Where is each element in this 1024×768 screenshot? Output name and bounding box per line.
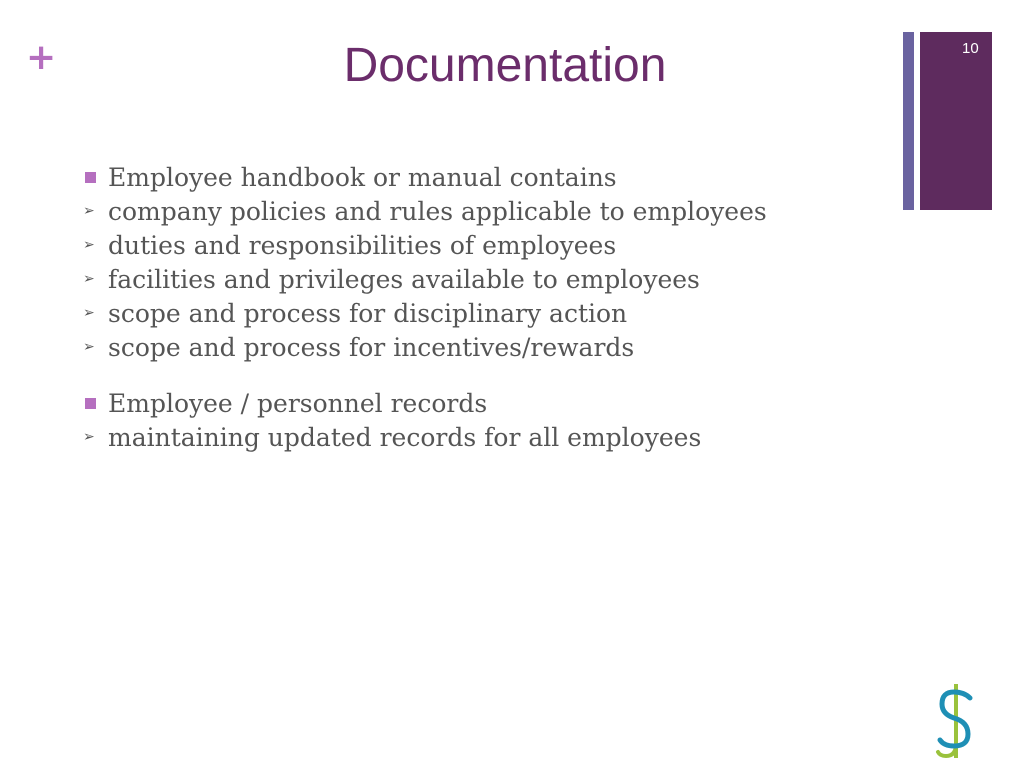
bullet-item-text: scope and process for incentives/rewards	[108, 332, 635, 362]
bullet-heading	[80, 160, 880, 194]
side-bar-thin	[903, 32, 914, 210]
bullet-item	[80, 296, 880, 330]
bullet-item	[80, 194, 880, 228]
arrow-bullet-icon: ➢	[83, 203, 95, 219]
bullet-item-text: maintaining updated records for all employees	[108, 422, 702, 452]
arrow-bullet-icon: ➢	[83, 237, 95, 253]
bullet-item-text: scope and process for disciplinary action	[108, 298, 628, 328]
side-block	[920, 32, 992, 210]
bullet-item	[80, 330, 880, 364]
bullet-item-text: company policies and rules applicable to employees	[108, 196, 767, 226]
arrow-bullet-icon: ➢	[83, 271, 95, 287]
bullet-group-records	[80, 386, 880, 454]
bullet-group-handbook	[80, 160, 880, 364]
bullet-item-text: duties and responsibilities of employees	[108, 230, 617, 260]
slide-number: 10	[962, 40, 979, 57]
arrow-bullet-icon: ➢	[83, 339, 95, 355]
bullet-item	[80, 262, 880, 296]
js-logo-icon	[934, 684, 978, 760]
bullet-item	[80, 420, 880, 454]
arrow-bullet-icon: ➢	[83, 429, 95, 445]
plus-icon: +	[26, 37, 57, 78]
slide-title: Documentation	[343, 39, 667, 92]
bullet-item	[80, 228, 880, 262]
bullet-heading-text: Employee handbook or manual contains	[108, 162, 617, 192]
square-bullet-icon	[85, 398, 96, 409]
bullet-heading-text: Employee / personnel records	[108, 388, 488, 418]
arrow-bullet-icon: ➢	[83, 305, 95, 321]
bullet-heading	[80, 386, 880, 420]
square-bullet-icon	[85, 172, 96, 183]
content-area	[80, 160, 880, 476]
bullet-item-text: facilities and privileges available to employees	[108, 264, 700, 294]
